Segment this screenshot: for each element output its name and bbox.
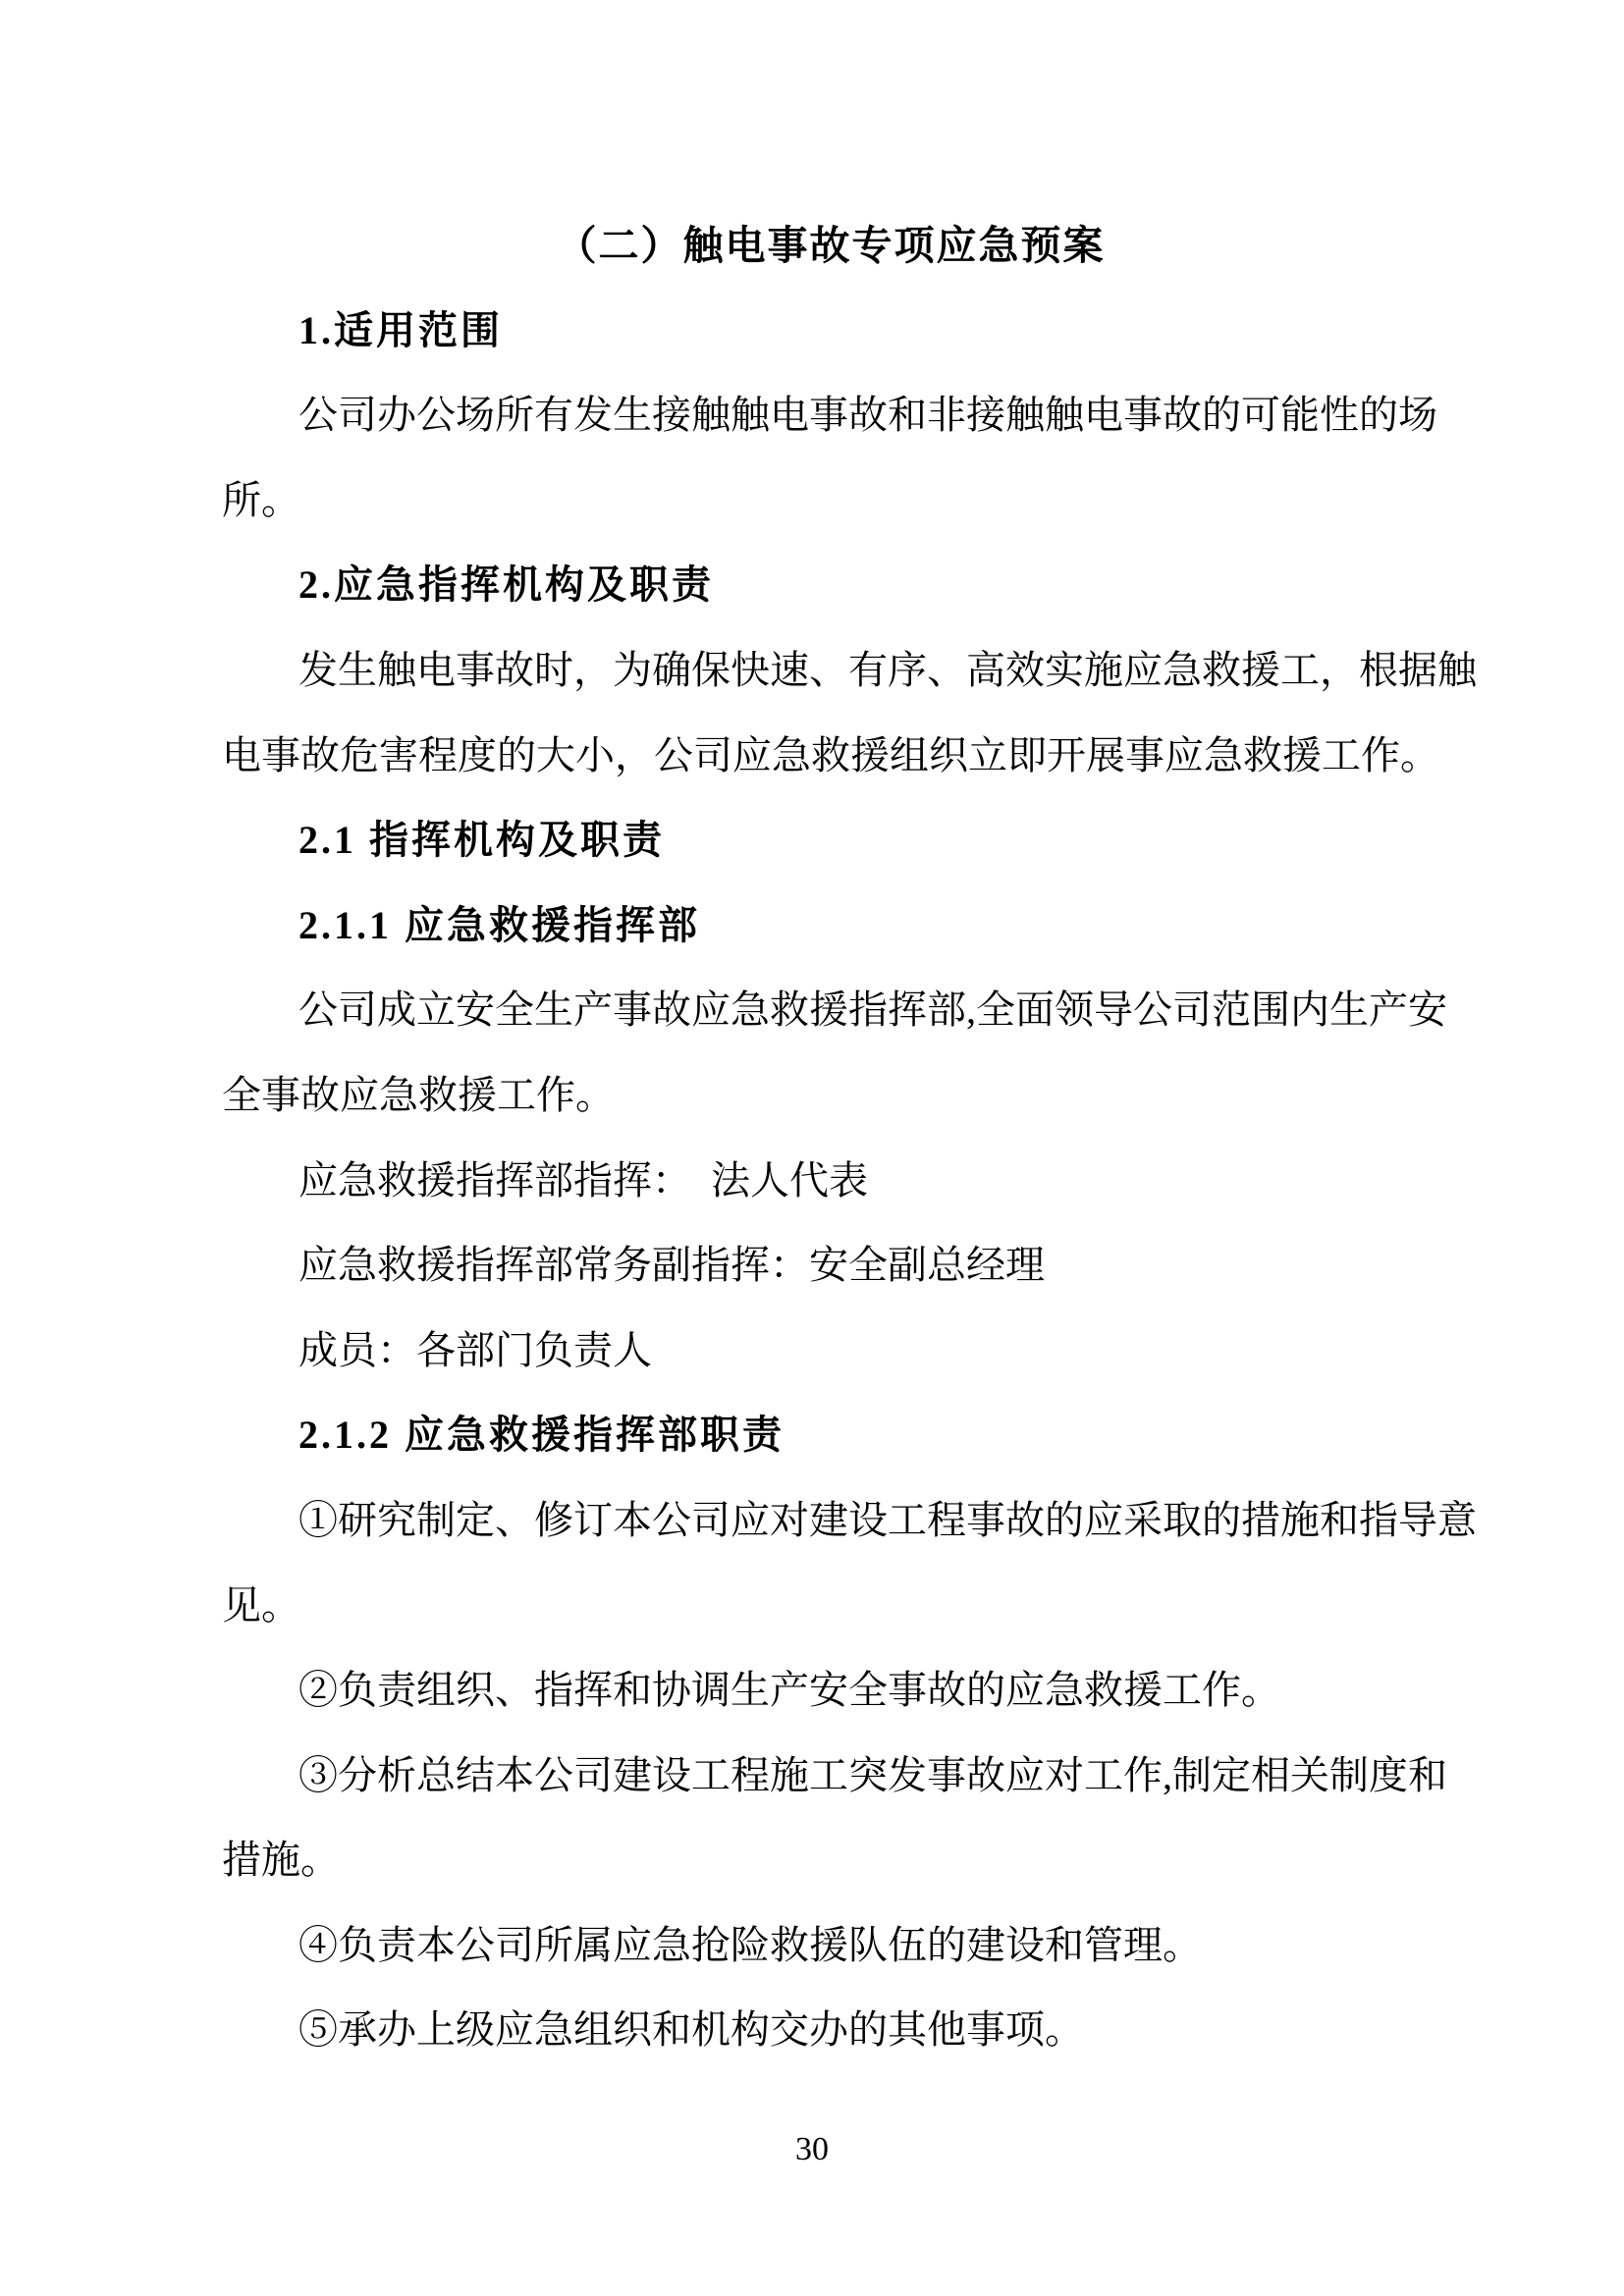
- paragraph-line: 发生触电事故时，为确保快速、有序、高效实施应急救援工，根据触: [298, 647, 1477, 692]
- document-body: [222, 203, 1477, 2073]
- paragraph-line: 公司办公场所有发生接触触电事故和非接触触电事故的可能性的场: [298, 393, 1437, 438]
- paragraph-line: 电事故危害程度的大小，公司应急救援组织立即开展事应急救援工作。: [222, 732, 1439, 777]
- paragraph-line: 所。: [222, 477, 300, 522]
- paragraph-line: 全事故应急救援工作。: [222, 1072, 615, 1117]
- paragraph-line: 应急救援指挥部常务副指挥：安全副总经理: [298, 1243, 1045, 1288]
- section-heading: 2.应急指挥机构及职责: [298, 562, 714, 608]
- section-heading: 2.1 指挥机构及职责: [298, 818, 665, 863]
- paragraph-line: ③分析总结本公司建设工程施工突发事故应对工作,制定相关制度和: [298, 1752, 1447, 1797]
- section-heading: 1.适用范围: [298, 307, 503, 352]
- paragraph-line: 见。: [222, 1582, 300, 1628]
- page-number: 30: [795, 2131, 829, 2167]
- paragraph-line: ①研究制定、修订本公司应对建设工程事故的应采取的措施和指导意: [298, 1497, 1477, 1542]
- paragraph-line: 应急救援指挥部指挥： 法人代表: [298, 1157, 868, 1202]
- paragraph-line: 公司成立安全生产事故应急救援指挥部,全面领导公司范围内生产安: [298, 988, 1447, 1033]
- section-heading: 2.1.2 应急救援指挥部职责: [298, 1413, 785, 1458]
- paragraph-line: ④负责本公司所属应急抢险救援队伍的建设和管理。: [298, 1922, 1202, 1967]
- paragraph-line: 措施。: [222, 1838, 340, 1883]
- document-title: （二）触电事故专项应急预案: [556, 223, 1106, 268]
- paragraph-line: ⑤承办上级应急组织和机构交办的其他事项。: [298, 2007, 1084, 2053]
- paragraph-line: 成员：各部门负责人: [298, 1327, 652, 1372]
- paragraph-line: ②负责组织、指挥和协调生产安全事故的应急救援工作。: [298, 1668, 1280, 1713]
- section-heading: 2.1.1 应急救援指挥部: [298, 902, 700, 947]
